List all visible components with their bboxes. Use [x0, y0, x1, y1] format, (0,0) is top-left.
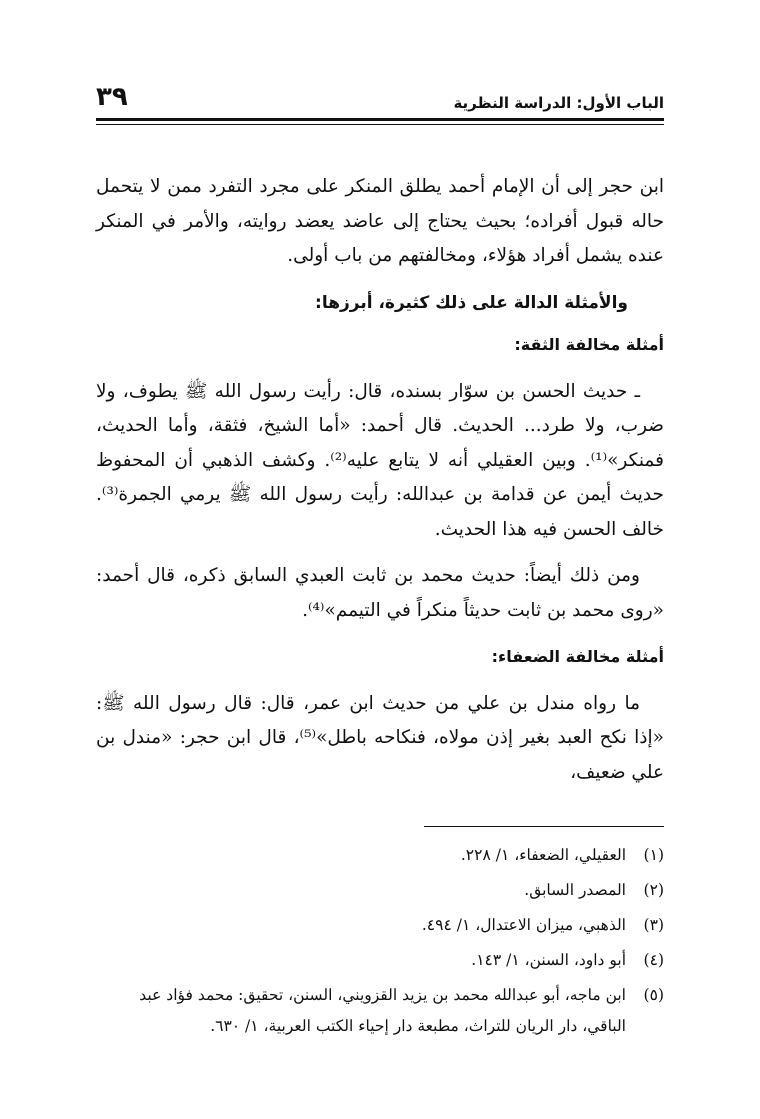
footnote-text: العقيلي، الضعفاء، ١/ ٢٢٨.	[460, 846, 626, 864]
subheading-weak: أمثلة مخالفة الضعفاء:	[491, 647, 664, 666]
footnote-number: (٣)	[643, 916, 664, 934]
paragraph-hasan-hadith: ـ حديث الحسن بن سوّار بسنده، قال: رأيت رسول الله ﷺ يطوف، ولا ضرب، ولا طرد... الحديث. قال أحمد: «أما الشيخ، فثقة، وأما الحديث، فمنكر»⁽¹⁾. وبين العقيلي أنه لا يتابع عليه⁽²⁾. وكشف الذهبي أن المحفوظ حديث أيمن عن قدامة بن عبدالله: رأيت رسول الله ﷺ يرمي الجمرة⁽³⁾. خالف الحسن فيه هذا الحديث.	[96, 380, 664, 540]
footnote-text: المصدر السابق.	[524, 881, 626, 899]
footnote-number: (٢)	[643, 881, 664, 899]
footnote-text: الذهبي، ميزان الاعتدال، ١/ ٤٩٤.	[421, 916, 626, 934]
footnote-number: (١)	[643, 846, 664, 864]
footnote-divider	[424, 826, 664, 827]
chapter-title: الباب الأول: الدراسة النظرية	[453, 94, 664, 112]
paragraph-mandal-hadith: ما رواه مندل بن علي من حديث ابن عمر، قال: قال رسول الله ﷺ: «إذا نكح العبد بغير إذن مولاه، فنكاحه باطل»⁽⁵⁾، قال ابن حجر: «مندل بن علي ضعيف،	[96, 692, 664, 783]
running-header	[96, 82, 664, 116]
examples-lead: والأمثلة الدالة على ذلك كثيرة، أبرزها:	[315, 292, 628, 313]
footnote-item	[96, 875, 664, 906]
footnote-number: (٤)	[643, 951, 664, 969]
header-divider	[96, 118, 664, 121]
footnote-item	[96, 945, 664, 976]
main-text	[96, 170, 664, 802]
footnote-text: ابن ماجه، أبو عبدالله محمد بن يزيد القزويني، السنن، تحقيق: محمد فؤاد عبد الباقي، دار الريان للتراث، مطبعة دار إحياء الكتب العربية، ١/ ٦٣٠.	[139, 986, 626, 1035]
subheading-trustworthy: أمثلة مخالفة الثقة:	[514, 335, 664, 354]
footnote-number: (٥)	[643, 986, 664, 1004]
footnote-item	[96, 840, 664, 871]
footnote-item	[96, 910, 664, 941]
paragraph-intro: ابن حجر إلى أن الإمام أحمد يطلق المنكر على مجرد التفرد ممن لا يتحمل حاله قبول أفراده؛ بحيث يحتاج إلى عاضد يعضد روايته، والأمر في المنكر عنده يشمل أفراد هؤلاء، ومخالفتهم من باب أولى.	[96, 176, 664, 266]
paragraph-thabit-hadith: ومن ذلك أيضاً: حديث محمد بن ثابت العبدي السابق ذكره، قال أحمد: «روى محمد بن ثابت حديثاً منكراً في التيمم»⁽⁴⁾.	[96, 565, 664, 621]
footnote-text: أبو داود، السنن، ١/ ١٤٣.	[471, 951, 626, 969]
footnote-item	[96, 980, 664, 1042]
page-number: ٣٩	[96, 82, 128, 112]
footnotes	[96, 840, 664, 1046]
